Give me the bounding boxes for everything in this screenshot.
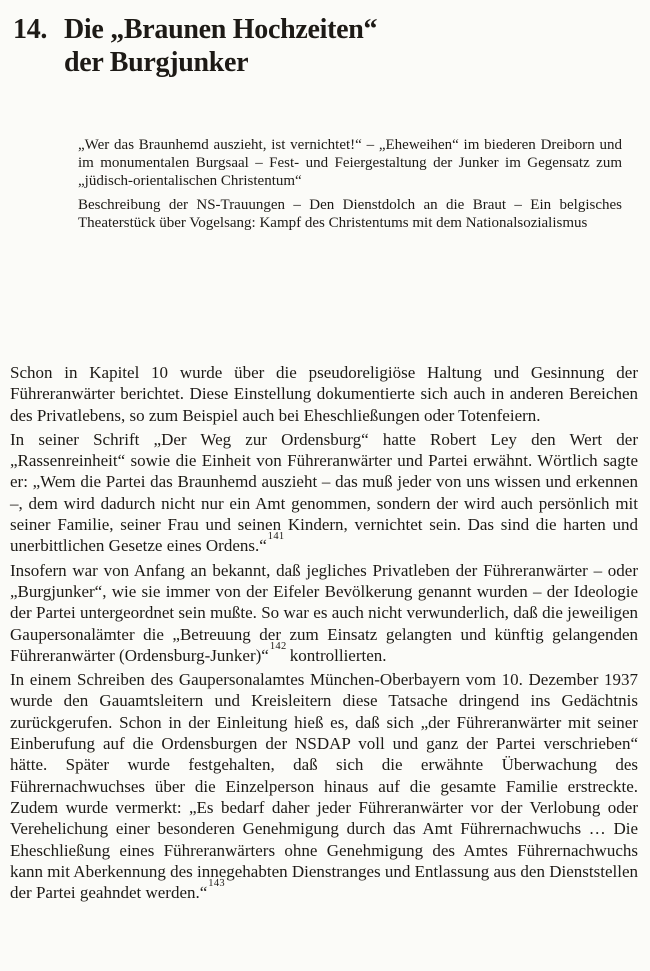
summary-paragraph-2: Beschreibung der NS-Trauungen – Den Dienstdolch an die Braut – Ein belgisches Theaterstück über Vogelsang: Kampf des Christentums mit dem Nationalsozialismus (78, 197, 622, 231)
chapter-number: 14. (13, 14, 48, 45)
chapter-heading (13, 13, 377, 79)
chapter-body (10, 362, 638, 906)
chapter-summary (78, 136, 622, 232)
chapter-title-line-2: der Burgjunker (64, 47, 249, 78)
footnote-reference: 143 (208, 877, 225, 889)
body-paragraph-1: Schon in Kapitel 10 wurde über die pseudoreligiöse Haltung und Gesinnung der Führeranwärter berichtet. Diese Einstellung dokumentierte sich auch in anderen Bereichen des Privatlebens, so zum Beispiel auch bei Eheschließungen oder Totenfeiern. (10, 363, 638, 425)
footnote-reference: 141 (267, 531, 285, 543)
body-paragraph-2: In seiner Schrift „Der Weg zur Ordensburg“ hatte Robert Ley den Wert der „Rassenreinheit“ sowie die Einheit von Führeranwärter und Partei erwähnt. Wörtlich sagte er: „Wem die Partei das Braunhemd auszieht – das muß jeder von uns wissen und erkennen –, dem wird dadurch nicht nur ein Amt genommen, sondern der wird auch persönlich mit seiner Familie, seiner Frau und seinen Kindern, vernichtet sein. Das sind die harten und unerbittlichen Gesetze eines Ordens.“$^{141}$ (10, 429, 638, 556)
chapter-title (64, 13, 377, 79)
body-paragraph-4: In einem Schreiben des Gaupersonalamtes München-Oberbayern vom 10. Dezember 1937 wurde den Gauamtsleitern und Kreisleitern diese Tatsache dringend ins Gedächtnis zurückgerufen. Schon in der Einleitung hieß es, daß sich „der Führeranwärter mit seiner Einberufung auf die Ordensburgen der NSDAP voll und ganz der Partei verschrieben“ hätte. Später wurde festgehalten, daß sich die erwähnte Überwachung des Führernachwuchses über die Einzelperson hinaus auf die gesamte Familie erstreckte. Zudem wurde vermerkt: „Es bedarf daher jeder Führeranwärter vor der Verlobung oder Verehelichung einer besonderen Genehmigung durch das Amt Führernachwuchs … Die Eheschließung eines Führeranwärters ohne Genehmigung des Amtes Führernachwuchs kann mit Aberkennung des innegehabten Dienstranges und Entlassung aus den Dienststellen der Partei geahndet werden.“$^{143}$ (10, 670, 638, 903)
summary-paragraph-1: „Wer das Braunhemd auszieht, ist vernichtet!“ – „Eheweihen“ im biederen Dreiborn und im monumentalen Burgsaal – Fest- und Feiergestaltung der Junker im Gegensatz zum „jüdisch-orientalischen Christentum“ (78, 137, 622, 189)
footnote-reference: 142 (269, 640, 287, 652)
chapter-title-line-1: Die „Braunen Hochzeiten“ (64, 14, 378, 45)
body-paragraph-3: Insofern war von Anfang an bekannt, daß jegliches Privatleben der Führeranwärter – oder „Burgjunker“, wie sie immer von der Eifeler Bevölkerung genannt wurden – der Ideologie der Partei untergeordnet sein mußte. So war es auch nicht verwunderlich, daß die jeweiligen Gaupersonalämter die „Betreuung der zum Einsatz gelangten und künftig gelangenden Führeranwärter (Ordensburg-Junker)“$^{142}$ kontrollierten. (10, 560, 638, 665)
